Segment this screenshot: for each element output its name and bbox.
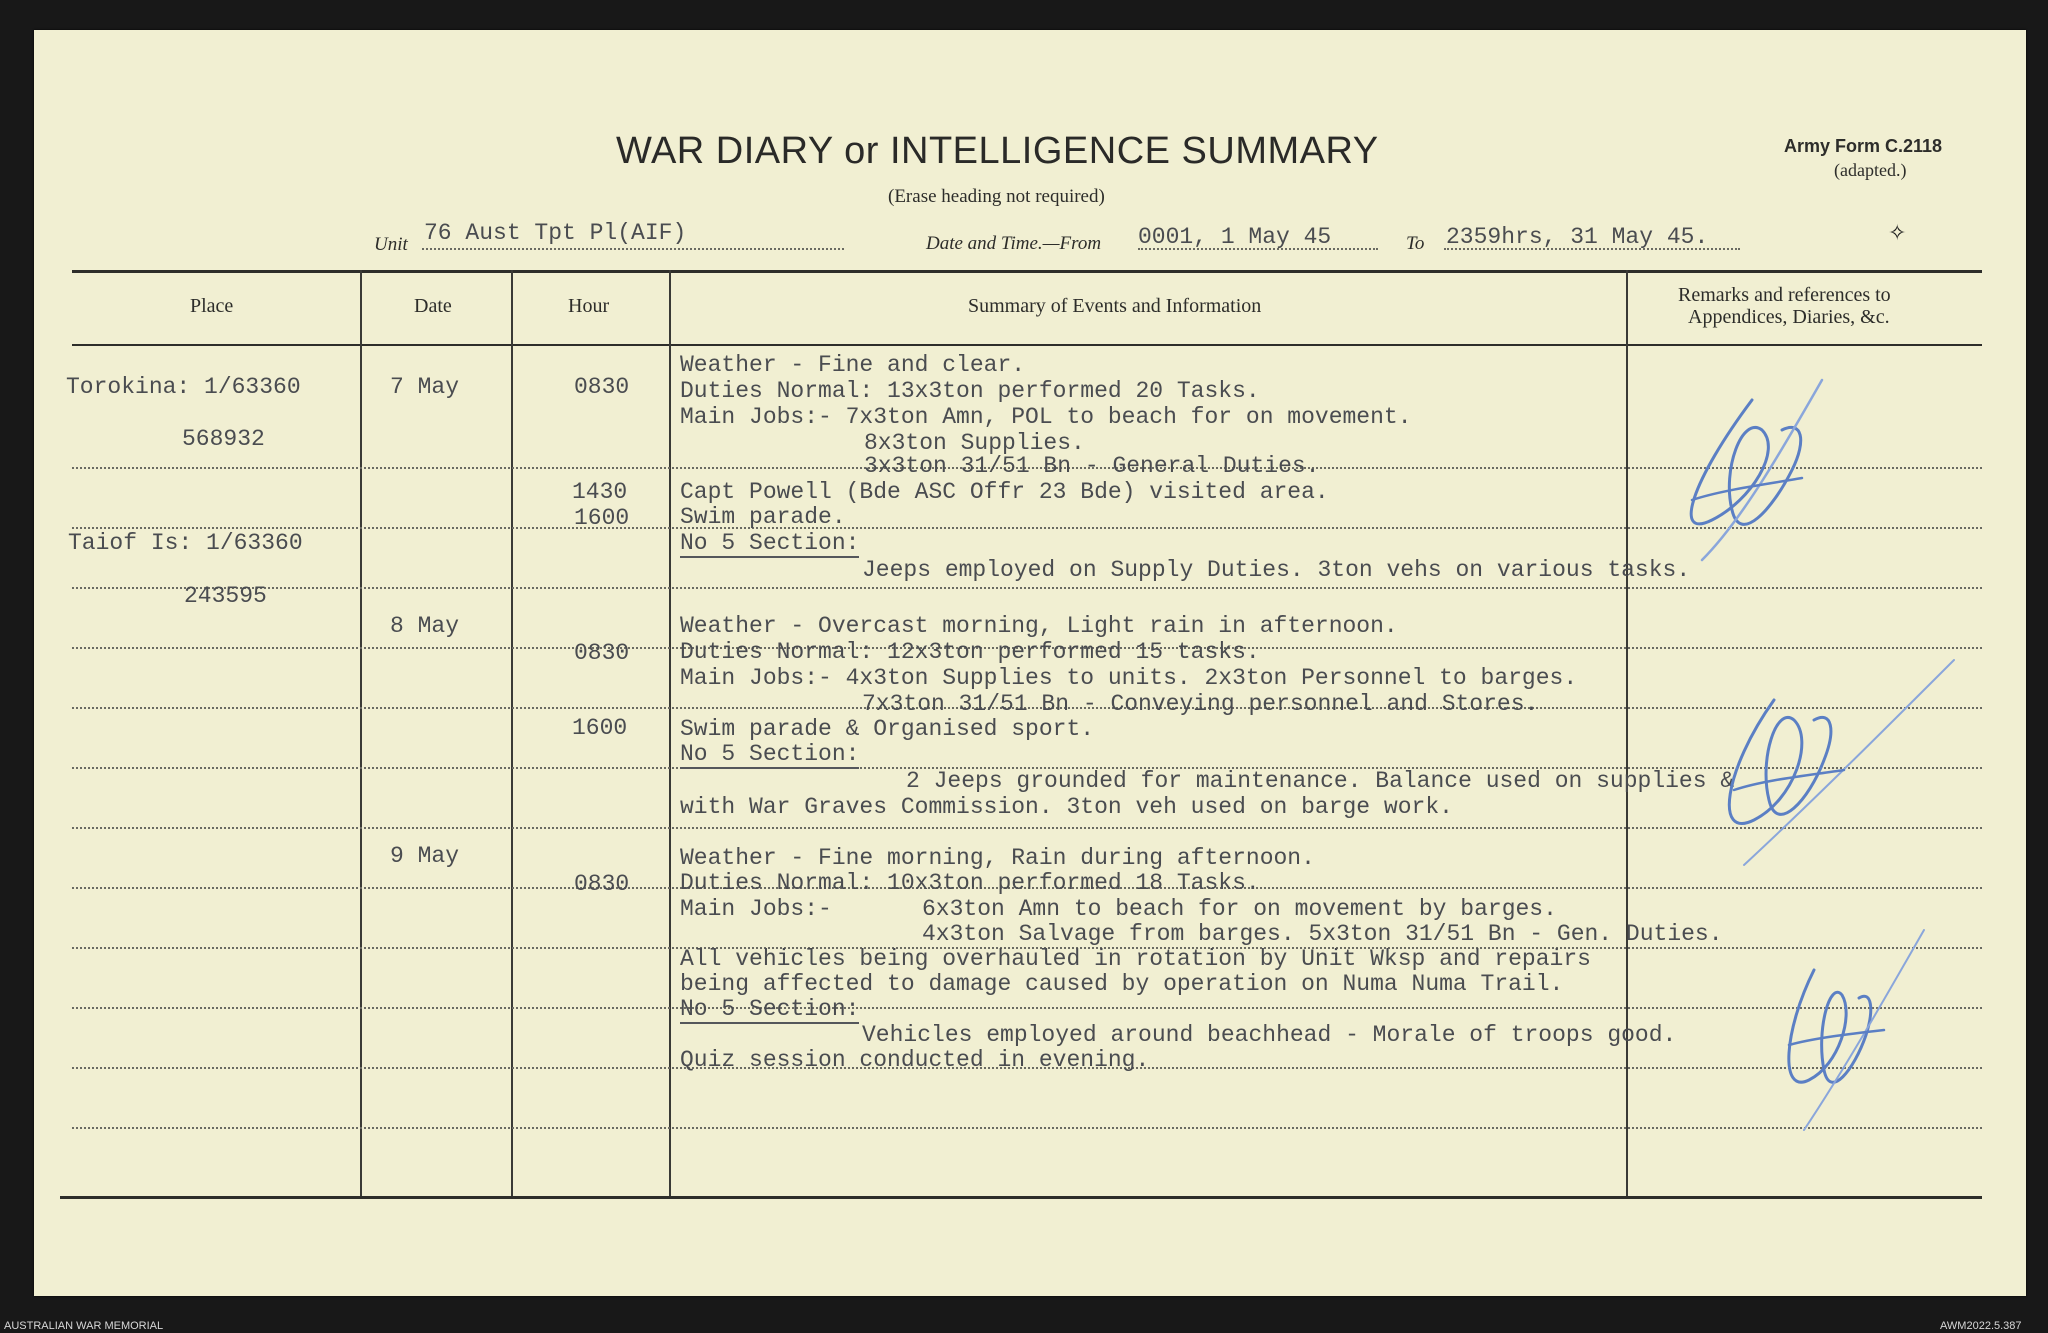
ruled-line (72, 1007, 1982, 1009)
punch-hole-mark: ✧ (1888, 220, 1907, 245)
summary-line: Main Jobs:- (680, 896, 832, 922)
column-divider-place (360, 270, 362, 1196)
summary-line: 3x3ton 31/51 Bn - General Duties. (864, 453, 1320, 479)
signature-initials (1664, 650, 1964, 890)
place-grid-reference: 568932 (182, 426, 265, 452)
hour-entry: 0830 (574, 871, 630, 897)
summary-line: Weather - Fine and clear. (680, 352, 1026, 378)
unit-value: 76 Aust Tpt Pl(AIF) (424, 220, 687, 246)
erase-note: (Erase heading not required) (888, 186, 1105, 207)
summary-line: Capt Powell (Bde ASC Offr 23 Bde) visited area. (680, 479, 1329, 505)
footer-catalogue-number: AWM2022.5.387 (1940, 1320, 2022, 1332)
summary-line: All vehicles being overhauled in rotation by Unit Wksp and repairs (680, 946, 1591, 972)
place-grid-reference: 243595 (184, 583, 267, 609)
summary-line: Duties Normal: 10x3ton performed 18 Tasks. (680, 870, 1260, 896)
adapted-note: (adapted.) (1834, 160, 1907, 180)
summary-line: Main Jobs:- 4x3ton Supplies to units. 2x3ton Personnel to barges. (680, 665, 1578, 691)
signature-initials (1632, 360, 1872, 600)
from-value: 0001, 1 May 45 (1138, 224, 1332, 250)
to-value: 2359hrs, 31 May 45. (1446, 224, 1709, 250)
column-header-place: Place (190, 295, 234, 317)
to-underline (1444, 248, 1740, 250)
section-heading: No 5 Section: (680, 741, 860, 767)
summary-line: being affected to damage caused by operation on Numa Numa Trail. (680, 971, 1564, 997)
place-entry: Taiof Is: 1/63360 (68, 530, 303, 556)
date-entry: 7 May (390, 374, 460, 400)
summary-line: 4x3ton Salvage from barges. 5x3ton 31/51 Bn - Gen. Duties. (922, 921, 1723, 947)
summary-line: 8x3ton Supplies. (864, 430, 1085, 456)
summary-line: Main Jobs:- 7x3ton Amn, POL to beach for on movement. (680, 404, 1412, 430)
section-heading: No 5 Section: (680, 530, 860, 556)
date-entry: 9 May (390, 843, 460, 869)
ruled-line (72, 1127, 1982, 1129)
from-underline (1138, 248, 1378, 250)
place-entry: Torokina: 1/63360 (66, 374, 301, 400)
unit-underline (422, 248, 844, 250)
column-header-hour: Hour (568, 295, 610, 317)
hour-entry: 0830 (574, 640, 630, 666)
footer-credit: AUSTRALIAN WAR MEMORIAL (4, 1320, 164, 1332)
hour-entry: 1430 (572, 479, 628, 505)
table-bottom-rule (60, 1196, 1982, 1199)
date-time-label: Date and Time.—From (926, 233, 1102, 254)
unit-label: Unit (374, 234, 408, 255)
summary-line: Quiz session conducted in evening. (680, 1047, 1150, 1073)
summary-line: 6x3ton Amn to beach for on movement by barges. (922, 896, 1557, 922)
army-form-number: Army Form C.2118 (1784, 136, 1943, 156)
column-header-date: Date (414, 295, 452, 317)
war-diary-page (34, 30, 2026, 1296)
summary-line: Weather - Fine morning, Rain during afternoon. (680, 845, 1315, 871)
summary-line: Swim parade & Organised sport. (680, 716, 1095, 742)
summary-line: with War Graves Commission. 3ton veh used on barge work. (680, 794, 1453, 820)
column-divider-hour (669, 270, 671, 1196)
header-bottom-rule (72, 344, 1982, 346)
column-header-remarks: Remarks and references to (1678, 284, 1891, 306)
summary-line: Duties Normal: 12x3ton performed 15 tasks. (680, 639, 1260, 665)
column-divider-date (511, 270, 513, 1196)
summary-line: 2 Jeeps grounded for maintenance. Balance used on supplies & (906, 768, 1735, 794)
summary-line: Duties Normal: 13x3ton performed 20 Tasks. (680, 378, 1260, 404)
summary-line: Jeeps employed on Supply Duties. 3ton vehs on various tasks. (862, 557, 1691, 583)
hour-entry: 0830 (574, 374, 630, 400)
summary-line: Vehicles employed around beachhead - Morale of troops good. (862, 1022, 1677, 1048)
signature-initials (1754, 920, 1954, 1150)
hour-entry: 1600 (574, 505, 630, 531)
to-label: To (1406, 233, 1425, 254)
section-heading: No 5 Section: (680, 996, 860, 1022)
column-header-summary: Summary of Events and Information (968, 295, 1262, 317)
column-header-remarks-line-2: Appendices, Diaries, &c. (1688, 306, 1890, 328)
date-entry: 8 May (390, 613, 460, 639)
column-divider-summary (1626, 270, 1628, 1196)
summary-line: Swim parade. (680, 504, 846, 530)
summary-line: 7x3ton 31/51 Bn - Conveying personnel and Stores. (862, 691, 1539, 717)
form-title: WAR DIARY or INTELLIGENCE SUMMARY (616, 130, 1379, 172)
summary-line: Weather - Overcast morning, Light rain in afternoon. (680, 613, 1398, 639)
hour-entry: 1600 (572, 715, 628, 741)
table-top-rule (72, 270, 1982, 273)
